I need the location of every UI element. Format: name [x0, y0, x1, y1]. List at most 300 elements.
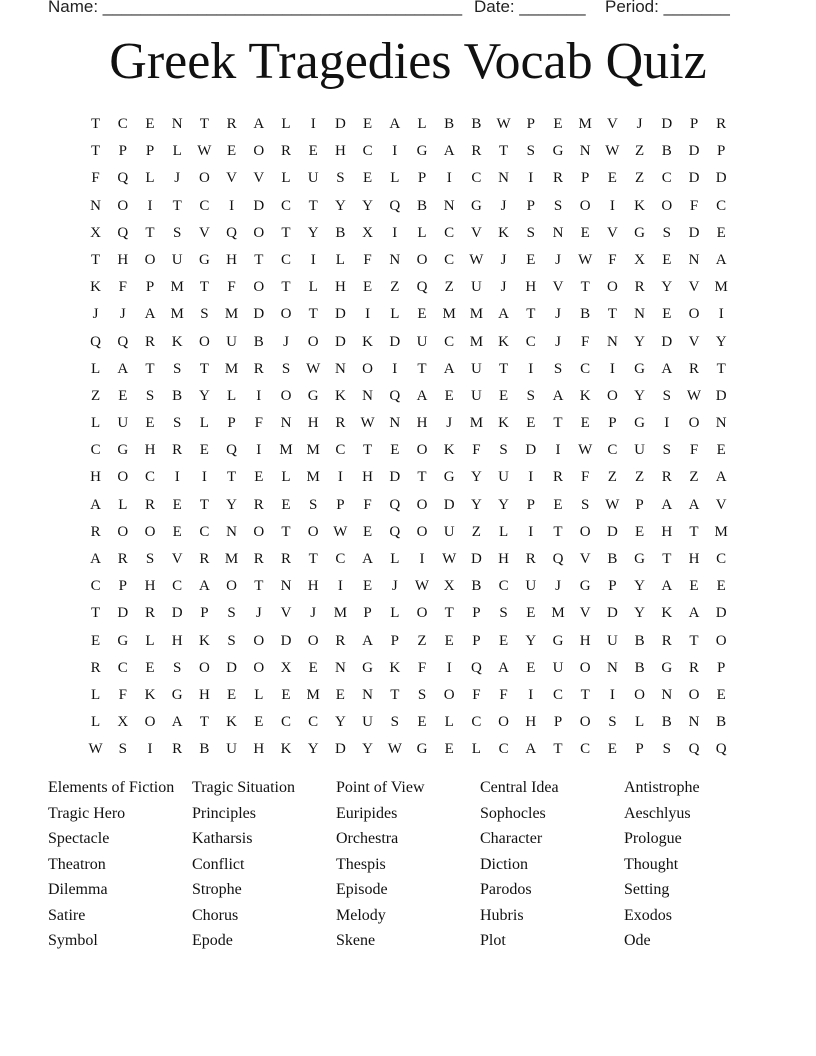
grid-letter: S: [662, 387, 671, 404]
grid-letter: J: [500, 251, 507, 268]
grid-letter: A: [90, 551, 102, 567]
grid-letter: R: [144, 605, 155, 622]
grid-letter: P: [608, 415, 617, 432]
grid-letter: E: [444, 741, 454, 758]
grid-letter: H: [525, 279, 537, 296]
grid-letter: D: [389, 469, 401, 486]
grid-letter: J: [555, 251, 561, 268]
grid-letter: T: [281, 224, 291, 241]
grid-letter: G: [634, 360, 646, 377]
grid-letter: R: [172, 741, 183, 758]
grid-letter: C: [498, 741, 509, 758]
page-title: Greek Tragedies Vocab Quiz: [109, 33, 707, 90]
grid-letter: I: [555, 442, 561, 459]
grid-letter: D: [661, 116, 673, 132]
grid-letter: A: [416, 387, 428, 404]
grid-letter: C: [280, 714, 291, 731]
grid-letter: P: [526, 496, 535, 513]
grid-letter: K: [634, 197, 646, 214]
grid-letter: B: [416, 197, 427, 214]
grid-letter: M: [170, 279, 184, 296]
grid-letter: U: [362, 714, 374, 731]
grid-letter: O: [579, 659, 591, 676]
grid-row: [82, 114, 732, 141]
grid-letter: O: [280, 387, 292, 404]
grid-letter: C: [444, 333, 455, 350]
grid-row: [82, 250, 732, 277]
grid-letter: E: [607, 170, 617, 187]
grid-letter: R: [716, 116, 727, 132]
grid-letter: G: [117, 442, 129, 459]
grid-letter: T: [716, 360, 726, 377]
grid-letter: K: [198, 632, 210, 649]
word-bank-item: Prologue: [624, 830, 682, 847]
grid-letter: N: [362, 387, 374, 404]
grid-letter: C: [661, 170, 672, 187]
grid-letter: P: [336, 496, 345, 513]
grid-letter: I: [201, 469, 207, 486]
grid-letter: I: [446, 170, 452, 187]
grid-letter: L: [199, 415, 209, 432]
grid-letter: R: [144, 496, 155, 513]
grid-letter: C: [335, 442, 346, 459]
grid-letter: T: [145, 224, 155, 241]
grid-letter: M: [306, 686, 320, 703]
grid-letter: D: [171, 605, 183, 622]
grid-letter: J: [119, 306, 126, 323]
grid-letter: U: [226, 741, 238, 758]
grid-letter: G: [117, 632, 129, 649]
grid-letter: L: [145, 170, 155, 187]
grid-letter: P: [717, 659, 726, 676]
grid-letter: T: [417, 360, 427, 377]
grid-letter: S: [145, 387, 155, 404]
grid-letter: K: [280, 741, 292, 758]
grid-letter: E: [716, 224, 726, 241]
grid-letter: S: [336, 170, 345, 187]
grid-letter: L: [390, 170, 400, 187]
word-bank-item: Melody: [336, 906, 386, 924]
grid-letter: U: [117, 415, 129, 432]
grid-letter: S: [662, 224, 671, 241]
grid-letter: T: [580, 279, 590, 296]
grid-letter: Y: [634, 387, 646, 404]
grid-letter: J: [174, 170, 181, 187]
word-bank-item: Thought: [624, 855, 679, 873]
grid-letter: C: [199, 523, 210, 540]
grid-letter: K: [144, 686, 156, 703]
grid-letter: M: [714, 279, 728, 296]
grid-letter: F: [417, 659, 427, 676]
grid-letter: C: [117, 116, 128, 132]
grid-letter: W: [414, 578, 430, 595]
word-bank-item: Skene: [336, 932, 376, 949]
grid-letter: O: [253, 523, 265, 540]
grid-letter: S: [526, 224, 535, 241]
grid-letter: I: [365, 306, 371, 323]
grid-letter: T: [689, 523, 699, 540]
grid-letter: D: [715, 387, 727, 404]
grid-letter: G: [362, 659, 374, 676]
grid-letter: T: [390, 686, 400, 703]
grid-letter: O: [280, 306, 292, 323]
grid-letter: B: [172, 387, 183, 404]
grid-letter: Y: [307, 741, 319, 758]
grid-letter: R: [634, 279, 645, 296]
grid-letter: I: [528, 469, 534, 486]
grid-letter: Y: [226, 496, 238, 513]
grid-letter: O: [498, 714, 510, 731]
grid-row: [82, 603, 732, 630]
grid-letter: B: [471, 116, 482, 132]
grid-letter: U: [443, 523, 455, 540]
grid-letter: E: [526, 659, 536, 676]
grid-letter: F: [363, 496, 372, 513]
grid-letter: T: [227, 469, 237, 486]
grid-letter: I: [310, 251, 316, 268]
grid-letter: C: [444, 224, 455, 241]
grid-letter: V: [715, 496, 727, 513]
grid-row: [82, 332, 732, 359]
grid-letter: F: [254, 415, 263, 432]
grid-letter: U: [498, 469, 510, 486]
word-bank-item: Epode: [192, 932, 233, 949]
grid-letter: H: [416, 415, 428, 432]
grid-letter: E: [172, 496, 182, 513]
grid-letter: P: [472, 632, 481, 649]
grid-letter: V: [579, 551, 591, 567]
grid-letter: B: [444, 116, 455, 132]
grid-letter: K: [579, 387, 591, 404]
grid-letter: B: [335, 224, 346, 241]
grid-letter: E: [145, 415, 155, 432]
grid-letter: T: [145, 360, 155, 377]
grid-letter: C: [90, 578, 101, 595]
grid-letter: X: [117, 714, 129, 731]
grid-letter: J: [391, 578, 398, 595]
grid-letter: B: [634, 659, 645, 676]
grid-letter: I: [528, 360, 534, 377]
grid-letter: U: [470, 387, 482, 404]
grid-letter: K: [334, 387, 346, 404]
grid-letter: D: [443, 496, 455, 513]
grid-row: [82, 522, 732, 549]
grid-letter: S: [417, 686, 427, 703]
grid-letter: I: [147, 197, 153, 214]
grid-letter: D: [280, 632, 292, 649]
grid-letter: A: [90, 496, 102, 513]
grid-letter: M: [224, 306, 239, 323]
grid-letter: I: [528, 170, 534, 187]
grid-letter: H: [307, 578, 319, 595]
grid-letter: F: [608, 251, 617, 268]
grid-letter: O: [606, 387, 618, 404]
grid-letter: N: [606, 659, 618, 676]
grid-letter: J: [255, 605, 262, 622]
grid-letter: P: [717, 143, 726, 160]
grid-letter: T: [199, 116, 209, 132]
grid-letter: K: [171, 333, 183, 350]
grid-letter: I: [609, 197, 615, 214]
grid-letter: L: [91, 415, 101, 432]
grid-letter: F: [91, 170, 100, 187]
grid-letter: Y: [198, 387, 210, 404]
grid-letter: Y: [634, 578, 646, 595]
grid-letter: S: [173, 415, 182, 432]
grid-letter: T: [91, 251, 101, 268]
grid-letter: N: [362, 686, 374, 703]
grid-letter: B: [661, 714, 672, 731]
grid-letter: E: [363, 279, 373, 296]
grid-letter: I: [392, 360, 398, 377]
word-bank-item: Elements of Fiction: [48, 779, 175, 796]
grid-row: [82, 196, 732, 223]
grid-letter: O: [198, 659, 210, 676]
grid-letter: B: [471, 578, 482, 595]
grid-letter: U: [634, 442, 646, 459]
word-bank-item: Aeschlyus: [624, 804, 691, 822]
grid-letter: S: [390, 714, 399, 731]
grid-letter: R: [661, 632, 672, 649]
grid-letter: F: [118, 686, 127, 703]
grid-letter: U: [416, 333, 428, 350]
grid-letter: I: [718, 306, 724, 323]
grid-row: [82, 386, 732, 413]
grid-letter: M: [333, 605, 348, 622]
date-field-label: Date: _______: [474, 0, 586, 16]
word-bank-item: Euripides: [336, 804, 398, 822]
grid-letter: M: [551, 605, 565, 622]
grid-letter: T: [607, 306, 617, 323]
grid-letter: I: [392, 143, 398, 160]
grid-letter: A: [117, 360, 129, 377]
grid-letter: O: [416, 523, 428, 540]
grid-letter: T: [91, 116, 101, 132]
grid-letter: A: [525, 741, 537, 758]
grid-letter: N: [334, 360, 346, 377]
grid-letter: P: [553, 714, 563, 731]
grid-letter: P: [689, 116, 699, 132]
grid-letter: K: [661, 605, 673, 622]
grid-letter: Y: [498, 496, 510, 513]
grid-letter: G: [552, 632, 564, 649]
word-bank-item: Antistrophe: [624, 779, 700, 796]
grid-letter: S: [526, 387, 535, 404]
grid-letter: L: [227, 387, 237, 404]
grid-letter: N: [498, 170, 510, 187]
grid-letter: M: [306, 469, 320, 486]
grid-letter: V: [253, 170, 265, 187]
grid-letter: E: [145, 659, 155, 676]
grid-letter: O: [117, 469, 129, 486]
grid-letter: G: [634, 551, 646, 567]
grid-letter: J: [446, 415, 453, 432]
grid-letter: G: [416, 143, 428, 160]
grid-letter: C: [552, 686, 563, 703]
grid-letter: E: [444, 387, 454, 404]
grid-letter: C: [308, 714, 319, 731]
grid-letter: K: [443, 442, 455, 459]
grid-letter: O: [634, 686, 646, 703]
grid-letter: L: [308, 279, 318, 296]
grid-letter: S: [581, 496, 590, 513]
grid-letter: A: [715, 251, 727, 268]
grid-letter: S: [227, 632, 236, 649]
grid-letter: Y: [334, 714, 346, 731]
grid-letter: F: [689, 442, 699, 459]
grid-row: [82, 467, 732, 494]
grid-letter: J: [555, 306, 561, 323]
grid-letter: V: [688, 333, 700, 350]
grid-letter: T: [254, 251, 264, 268]
word-bank-item: Theatron: [48, 855, 106, 873]
grid-letter: Y: [634, 333, 646, 350]
grid-letter: O: [198, 333, 210, 350]
grid-letter: R: [335, 632, 346, 649]
grid-letter: M: [578, 116, 592, 132]
grid-letter: F: [581, 333, 590, 350]
grid-letter: I: [310, 116, 316, 132]
grid-letter: Y: [307, 224, 319, 241]
grid-letter: B: [253, 333, 264, 350]
grid-letter: E: [199, 442, 209, 459]
grid-letter: N: [634, 306, 646, 323]
grid-letter: D: [334, 333, 346, 350]
grid-letter: M: [224, 360, 239, 377]
grid-letter: R: [253, 551, 264, 567]
grid-letter: C: [172, 578, 183, 595]
grid-letter: I: [337, 578, 343, 595]
grid-letter: E: [580, 224, 590, 241]
word-bank-item: Sophocles: [480, 804, 546, 822]
name-field-label: Name: ______________________________________: [48, 0, 463, 16]
word-bank-item: Orchestra: [336, 830, 399, 847]
grid-letter: E: [716, 686, 726, 703]
word-bank-item: Principles: [192, 804, 256, 822]
grid-letter: W: [605, 496, 620, 513]
grid-letter: D: [226, 659, 238, 676]
word-bank-item: Tragic Hero: [48, 804, 126, 822]
grid-letter: D: [334, 306, 346, 323]
grid-letter: I: [256, 442, 262, 459]
grid-letter: T: [553, 523, 563, 540]
grid-letter: L: [91, 360, 101, 377]
grid-letter: O: [661, 197, 673, 214]
grid-letter: O: [715, 632, 727, 649]
grid-letter: O: [198, 170, 210, 187]
word-bank-item: Character: [480, 830, 543, 847]
grid-letter: N: [688, 714, 700, 731]
grid-letter: Y: [715, 333, 727, 350]
grid-letter: Q: [117, 333, 129, 350]
grid-letter: O: [144, 714, 156, 731]
grid-letter: E: [553, 496, 563, 513]
word-bank-item: Tragic Situation: [192, 779, 295, 796]
grid-letter: O: [253, 224, 265, 241]
grid-letter: I: [256, 387, 262, 404]
grid-letter: N: [90, 197, 102, 214]
grid-letter: Y: [470, 496, 482, 513]
grid-letter: O: [579, 523, 591, 540]
grid-letter: Z: [689, 469, 699, 486]
grid-letter: P: [417, 170, 427, 187]
grid-letter: N: [661, 686, 673, 703]
grid-letter: G: [443, 469, 455, 486]
grid-letter: O: [362, 360, 374, 377]
grid-letter: P: [200, 605, 209, 622]
grid-letter: D: [715, 605, 727, 622]
grid-letter: H: [525, 714, 537, 731]
grid-letter: U: [552, 659, 564, 676]
grid-letter: L: [281, 116, 291, 132]
grid-letter: O: [253, 659, 265, 676]
grid-letter: W: [197, 143, 212, 160]
word-bank-item: Point of View: [336, 779, 425, 796]
grid-letter: D: [661, 333, 673, 350]
word-bank-item: Chorus: [192, 906, 239, 924]
grid-letter: A: [661, 496, 673, 513]
grid-letter: N: [579, 143, 591, 160]
grid-letter: R: [172, 442, 183, 459]
grid-letter: I: [609, 686, 615, 703]
grid-letter: E: [281, 686, 291, 703]
grid-letter: P: [526, 197, 535, 214]
grid-letter: R: [335, 415, 346, 432]
grid-letter: Q: [389, 523, 401, 540]
grid-letter: G: [634, 415, 646, 432]
grid-letter: Z: [417, 632, 427, 649]
grid-letter: L: [281, 469, 291, 486]
grid-letter: H: [90, 469, 102, 486]
grid-letter: P: [118, 143, 127, 160]
grid-letter: T: [689, 632, 699, 649]
grid-row: [82, 712, 732, 739]
grid-letter: F: [472, 686, 481, 703]
grid-letter: E: [499, 387, 509, 404]
grid-letter: E: [363, 170, 373, 187]
grid-row: [82, 304, 732, 331]
grid-letter: D: [117, 605, 129, 622]
grid-row: [82, 549, 732, 576]
grid-letter: L: [417, 116, 427, 132]
grid-letter: E: [417, 306, 427, 323]
grid-letter: G: [171, 686, 183, 703]
grid-letter: E: [308, 659, 318, 676]
grid-letter: K: [498, 415, 510, 432]
grid-letter: U: [470, 279, 482, 296]
word-bank-item: Episode: [336, 881, 388, 898]
grid-letter: E: [553, 116, 563, 132]
grid-letter: R: [552, 469, 563, 486]
grid-letter: H: [334, 279, 346, 296]
grid-letter: H: [226, 251, 238, 268]
period-field-label: Period: _______: [605, 0, 730, 16]
grid-letter: A: [389, 116, 401, 132]
grid-letter: C: [199, 197, 210, 214]
grid-letter: N: [606, 333, 618, 350]
grid-letter: N: [280, 415, 292, 432]
grid-letter: X: [443, 578, 455, 595]
grid-letter: M: [442, 306, 456, 323]
grid-letter: L: [390, 306, 400, 323]
grid-letter: Q: [226, 224, 238, 241]
grid-letter: A: [362, 551, 374, 567]
grid-letter: J: [636, 116, 643, 132]
grid-letter: Q: [117, 170, 129, 187]
grid-letter: Q: [389, 387, 401, 404]
grid-letter: Z: [635, 469, 645, 486]
word-bank-item: Parodos: [480, 881, 532, 898]
